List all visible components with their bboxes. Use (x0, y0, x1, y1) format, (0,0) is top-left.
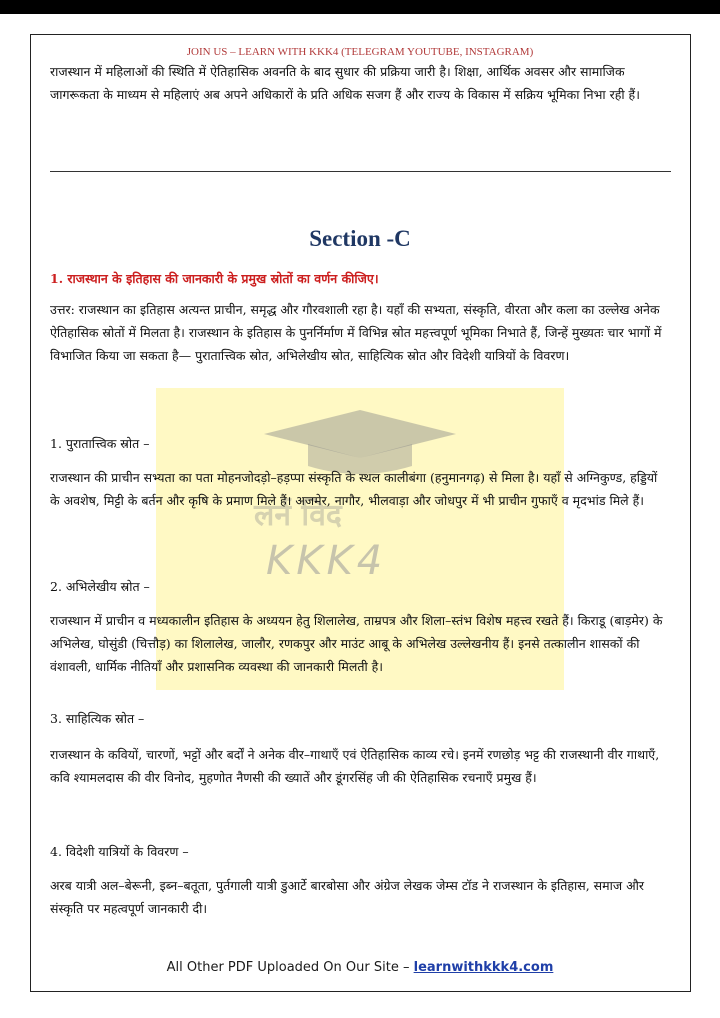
question: 1. राजस्थान के इतिहास की जानकारी के प्रमुख स्रोतों का वर्णन कीजिए। (50, 271, 379, 286)
section-text: राजस्थान में प्राचीन व मध्यकालीन इतिहास के अध्ययन हेतु शिलालेख, ताम्रपत्र और शिला–स्तंभ विशेष महत्त्व रखते हैं। किराडू (बाड़मेर) के अभिलेख, घोसुंडी (चित्तौड़) का शिलालेख, जालौर, रणकपुर और माउंट आबू के अभिलेख उल्लेखनीय हैं। इनसे तत्कालीन शासकों की वंशावली, धार्मिक नीतियाँ और प्रशासनिक व्यवस्था की जानकारी मिलती है। (50, 613, 663, 674)
source-section-4 (50, 842, 670, 920)
source-section-2 (50, 577, 670, 678)
site-link[interactable]: learnwithkkk4.com (413, 960, 554, 975)
source-section-3 (50, 709, 670, 789)
intro-paragraph: राजस्थान में महिलाओं की स्थिति में ऐतिहासिक अवनति के बाद सुधार की प्रक्रिया जारी है। शिक्षा, आर्थिक अवसर और सामाजिक जागरूकता के माध्यम से महिलाएं अब अपने अधिकारों के प्रति अधिक सजग हैं और राज्य के विकास में सक्रिय भूमिका निभा रही हैं। (50, 64, 640, 102)
top-content (50, 44, 670, 106)
join-header: JOIN US – LEARN WITH KKK4 (TELEGRAM YOUTUBE, INSTAGRAM) (186, 46, 534, 58)
watermark-text: KKK4 (266, 538, 387, 584)
section-heading: 4. विदेशी यात्रियों के विवरण – (50, 844, 189, 859)
watermark-name: लर्न विद (254, 498, 342, 533)
section-text: राजस्थान के कवियों, चारणों, भट्टों और बर्दों ने अनेक वीर–गाथाएँ एवं ऐतिहासिक काव्य रचे। इनमें रणछोड़ भट्ट की राजस्थानी वीर गाथाएँ, कवि श्यामलदास की वीर विनोद, मुहणोत नैणसी की ख्यातें और डूंगरसिंह जी की ऐतिहासिक रचनाएँ प्रमुख हैं। (50, 747, 660, 785)
source-section-1 (50, 434, 670, 512)
footer (0, 960, 720, 975)
divider (50, 171, 671, 172)
section-heading: 1. पुरातात्त्विक स्रोत – (50, 436, 150, 451)
answer-block (50, 298, 670, 367)
section-heading: 2. अभिलेखीय स्रोत – (50, 579, 150, 594)
section-title: Section -C (309, 226, 411, 251)
answer-intro: उत्तर: राजस्थान का इतिहास अत्यन्त प्राचीन, समृद्ध और गौरवशाली रहा है। यहाँ की सभ्यता, संस्कृति, वीरता और कला का उल्लेख अनेक ऐतिहासिक स्रोतों में मिलता है। राजस्थान के इतिहास के पुनर्निर्माण में विभिन्न स्रोत महत्त्वपूर्ण भूमिका निभाते हैं, जिन्हें मुख्यतः चार भागों में विभाजित किया जा सकता है— पुरातात्त्विक स्रोत, अभिलेखीय स्रोत, साहित्यिक स्रोत और विदेशी यात्रियों के विवरण। (50, 302, 662, 363)
top-black-bar (0, 0, 720, 14)
section-text: अरब यात्री अल–बेरूनी, इब्न–बतूता, पुर्तगाली यात्री डुआर्टे बारबोसा और अंग्रेज लेखक जेम्स टॉड ने राजस्थान के इतिहास, समाज और संस्कृति पर महत्वपूर्ण जानकारी दी। (50, 878, 644, 916)
section-text: राजस्थान की प्राचीन सभ्यता का पता मोहनजोदड़ो–हड़प्पा संस्कृति के स्थल कालीबंगा (हनुमानगढ़) से मिला है। यहाँ से अग्निकुण्ड, हड्डियों के अवशेष, मिट्टी के बर्तन और कृषि के प्रमाण मिले हैं। अजमेर, नागौर, भीलवाड़ा और जोधपुर में भी प्राचीन गुफाएँ व मृदभांड मिले हैं। (50, 470, 658, 508)
section-heading: 3. साहित्यिक स्रोत – (50, 711, 145, 726)
footer-prefix: All Other PDF Uploaded On Our Site – (166, 960, 410, 975)
